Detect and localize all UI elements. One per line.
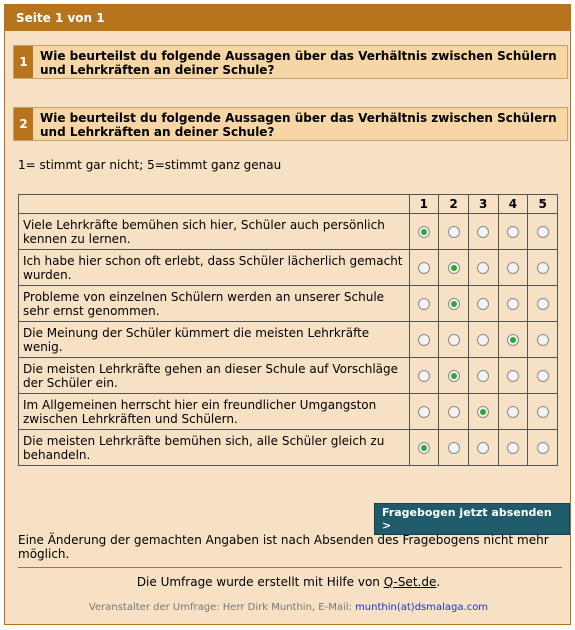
rating-radio[interactable] [537,262,549,274]
rating-radio[interactable] [448,370,460,382]
question-number: 2 [14,108,33,140]
column-header-1: 1 [409,195,439,214]
column-header-4: 4 [498,195,528,214]
rating-radio[interactable] [537,406,549,418]
table-row [19,250,558,286]
rating-radio[interactable] [477,298,489,310]
rating-radio[interactable] [477,370,489,382]
rating-radio[interactable] [448,334,460,346]
rating-radio[interactable] [448,406,460,418]
rating-radio[interactable] [507,370,519,382]
rating-radio[interactable] [507,262,519,274]
survey-frame [4,4,571,625]
matrix-header-row [19,195,558,214]
question-1-header [13,45,568,79]
column-header-2: 2 [439,195,469,214]
qset-link[interactable]: Q-Set.de [383,575,437,589]
statement-text: Probleme von einzelnen Schülern werden an unserer Schule sehr ernst genommen. [19,286,410,322]
question-text: Wie beurteilst du folgende Aussagen über das Verhältnis zwischen Schülern und Lehrkräften an deiner Schule? [40,49,557,77]
change-note: Eine Änderung der gemachten Angaben ist nach Absenden des Fragebogens nicht mehr möglich. [18,533,549,561]
rating-radio[interactable] [507,226,519,238]
rating-radio[interactable] [477,226,489,238]
rating-radio[interactable] [418,442,430,454]
rating-radio[interactable] [537,226,549,238]
rating-radio[interactable] [477,262,489,274]
email-link[interactable]: munthin(at)dsmalaga.com [355,602,489,613]
table-row [19,358,558,394]
organizer-line [5,602,572,613]
table-row [19,286,558,322]
rating-radio[interactable] [537,442,549,454]
rating-radio[interactable] [418,370,430,382]
matrix-corner [19,195,410,214]
rating-radio[interactable] [418,226,430,238]
statement-text: Viele Lehrkräfte bemühen sich hier, Schüler auch persönlich kennen zu lernen. [19,214,410,250]
rating-radio[interactable] [448,226,460,238]
rating-radio[interactable] [448,262,460,274]
page-header: Seite 1 von 1 [5,5,570,31]
column-header-5: 5 [528,195,558,214]
rating-radio[interactable] [477,406,489,418]
table-row [19,322,558,358]
statement-text: Im Allgemeinen herrscht hier ein freundlicher Umgangston zwischen Lehrkräften und Schülern. [19,394,410,430]
question-2-header [13,107,568,141]
table-row [19,394,558,430]
statement-text: Die meisten Lehrkräfte gehen an dieser Schule auf Vorschläge der Schüler ein. [19,358,410,394]
rating-radio[interactable] [418,406,430,418]
divider [18,567,562,568]
table-row [19,430,558,466]
rating-radio[interactable] [507,406,519,418]
statement-text: Ich habe hier schon oft erlebt, dass Schüler lächerlich gemacht wurden. [19,250,410,286]
rating-radio[interactable] [418,298,430,310]
rating-radio[interactable] [537,298,549,310]
statement-text: Die meisten Lehrkräfte bemühen sich, alle Schüler gleich zu behandeln. [19,430,410,466]
rating-radio[interactable] [507,442,519,454]
rating-radio[interactable] [448,442,460,454]
rating-radio[interactable] [477,442,489,454]
rating-radio[interactable] [418,262,430,274]
credit-line [5,575,572,589]
rating-radio[interactable] [537,334,549,346]
submit-button[interactable]: Fragebogen jetzt absenden > [374,503,570,535]
credit-suffix: . [436,575,441,589]
table-row [19,214,558,250]
scale-note: 1= stimmt gar nicht; 5=stimmt ganz genau [18,158,282,172]
statement-text: Die Meinung der Schüler kümmert die meisten Lehrkräfte wenig. [19,322,410,358]
organizer-prefix: Veranstalter der Umfrage: Herr Dirk Munthin, E-Mail: [88,602,356,613]
rating-radio[interactable] [507,298,519,310]
credit-prefix: Die Umfrage wurde erstellt mit Hilfe von [136,575,384,589]
rating-radio[interactable] [537,370,549,382]
rating-radio[interactable] [418,334,430,346]
question-number: 1 [14,46,33,78]
rating-radio[interactable] [448,298,460,310]
rating-radio[interactable] [477,334,489,346]
column-header-3: 3 [468,195,498,214]
rating-radio[interactable] [507,334,519,346]
question-text: Wie beurteilst du folgende Aussagen über das Verhältnis zwischen Schülern und Lehrkräften an deiner Schule? [40,111,557,139]
rating-matrix [18,194,558,466]
